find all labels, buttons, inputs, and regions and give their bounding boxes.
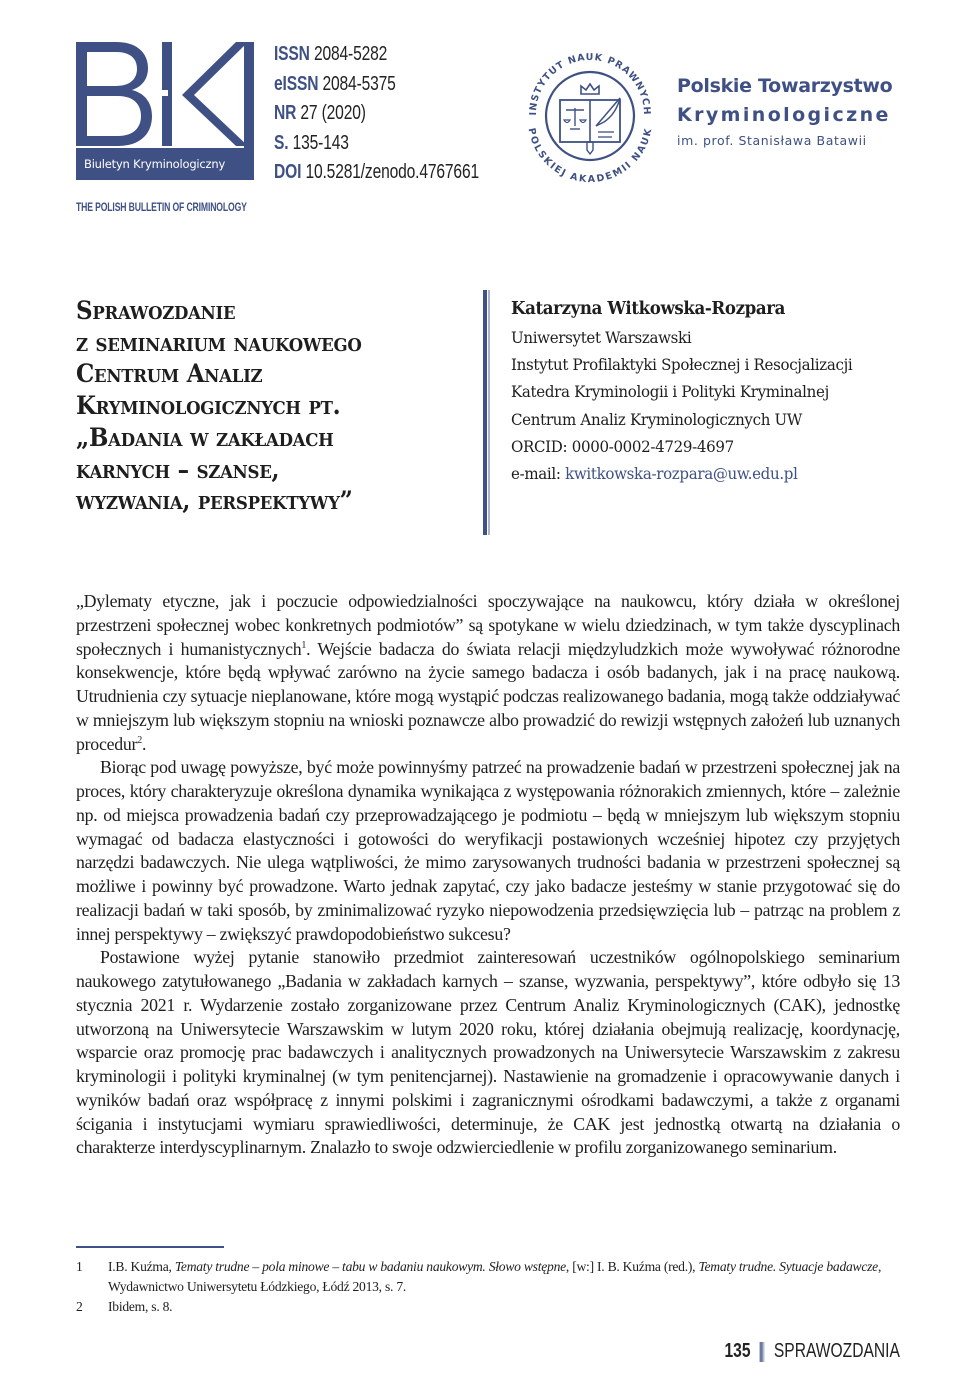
section-name: SPRAWOZDANIA [774, 1340, 900, 1362]
author-name: Katarzyna Witkowska-Rozpara [511, 299, 786, 319]
seal-bottom-text: POLSKIEJ AKADEMII NAUK [525, 127, 655, 186]
footnote-ref-1[interactable]: 1 [301, 639, 307, 651]
title-line: z seminarium naukowego [76, 327, 362, 357]
affiliation-institute: Instytut Profilaktyki Społecznej i Resocjalizacji [511, 355, 853, 375]
author-block [511, 294, 874, 487]
footnote-separator [76, 1246, 224, 1248]
title-line: „Badania w zakładach [76, 422, 334, 452]
footnote-number: 1 [76, 1259, 83, 1274]
seal-top-text: INSTYTUT NAUK PRAWNYCH [527, 51, 653, 116]
footnote-number: 2 [76, 1299, 83, 1314]
issn-row: ISSN 2084-5282 [274, 43, 388, 65]
title-author-divider [483, 290, 490, 535]
title-line: Kryminologicznych pt. [76, 391, 341, 421]
title-line: Centrum Analiz [76, 359, 263, 389]
affiliation-department: Katedra Kryminologii i Polityki Kryminalnej [511, 382, 829, 402]
issue-row: NR 27 (2020) [274, 102, 366, 125]
article-body [76, 590, 900, 1160]
title-line: karnych – szanse, [76, 454, 280, 484]
footnote-text: Ibidem, s. 8. [108, 1299, 173, 1314]
eissn-row: eISSN 2084-5375 [274, 72, 396, 95]
footnotes [76, 1257, 900, 1317]
page-number: 135 [724, 1340, 751, 1362]
doi-row: DOI 10.5281/zenodo.4767661 [274, 161, 480, 184]
society-name [677, 71, 892, 153]
affiliation-university: Uniwersytet Warszawski [511, 328, 692, 347]
journal-logo [76, 42, 254, 180]
footnote-text: I.B. Kuźma, Tematy trudne – pola minowe – tabu w badaniu naukowym. Słowo wstępne, [w:] I. B. Kuźma (red.), Tematy trudne. Sytuacje badawcze, Wydawnictwo Uniwersytetu Łódzkiego, Łódź 2013, s. 7. [108, 1259, 882, 1294]
paragraph-1: „Dylematy etyczne, jak i poczucie odpowiedzialności spoczywające na naukowcu, który działa w określonej przestrzeni społecznej wobec konkretnych podmiotów” są spotykane w wielu dziedzinach, w tym także dyscyplinach społecznych i humanistycznych$^1$. Wejście badacza do świata relacji międzyludzkich może wywoływać różnorodne konsekwencje, które będą wpływać zarówno na życie samego badacza i osób badanych, jak i na pracę naukową. Utrudnienia czy sytuacje nieplanowane, które mogą wystąpić podczas realizowanego badania, mogą także oddziaływać w mniejszym lub większym stopniu na wnioski poznawcze albo prowadzić do rewizji wstępnych założeń lub uznanych procedur$^2$. [76, 591, 901, 754]
author-email-link[interactable]: kwitkowska-rozpara@uw.edu.pl [565, 464, 798, 484]
society-patron: im. prof. Stanisława Batawii [677, 133, 867, 148]
title-line: wyzwania, perspektywy” [76, 486, 353, 516]
journal-identifiers [274, 40, 479, 188]
journal-english-name: THE POLISH BULLETIN OF CRIMINOLOGY [76, 200, 247, 214]
title-line: Sprawozdanie [76, 296, 236, 325]
footnote-ref-2[interactable]: 2 [137, 734, 142, 746]
affiliation-centre: Centrum Analiz Kryminologicznych UW [511, 409, 802, 429]
inp-pan-seal [520, 42, 660, 187]
footnote-2 [76, 1297, 900, 1317]
page-footer [725, 1340, 900, 1363]
footnote-1 [76, 1257, 900, 1297]
footer-divider [760, 1342, 765, 1362]
author-email-row: e-mail: kwitkowska-rozpara@uw.edu.pl [511, 464, 798, 484]
author-orcid: ORCID: 0000-0002-4729-4697 [511, 436, 734, 456]
society-line-2: Kryminologiczne [677, 104, 891, 126]
paragraph-2: Biorąc pod uwagę powyższe, być może powinnyśmy patrzeć na prowadzenie badań w przestrzeni społecznej jak na proces, który charakteryzuje określona dynamika wynikająca z występowania różnorakich zmiennych, które – zależnie np. od miejsca prowadzenia badań czy przeprowadzającego je podmiotu – będą w mniejszym lub większym stopniu wymagać od badacza elastyczności i gotowości do weryfikacji postawionych wcześniej hipotez czy przyjętych narzędzi badawczych. Nie ulega wątpliwości, że mimo zarysowanych trudności badania w przestrzeni społecznej są możliwe i powinny być prowadzone. Warto jednak zapytać, czy jako badacze jesteśmy w stanie przygotować się do realizacji badań w taki sposób, by zminimalizować ryzyko niepowodzenia przedsięwzięcia lub – patrząc na problem z innej perspektywy – zwiększyć prawdopodobieństwo sukcesu? [76, 757, 900, 944]
journal-tagline: Biuletyn Kryminologiczny [76, 148, 254, 180]
article-title [76, 295, 476, 517]
pages-row: S. 135-143 [274, 131, 349, 154]
paragraph-3: Postawione wyżej pytanie stanowiło przedmiot zainteresowań uczestników ogólnopolskiego seminarium naukowego zatytułowanego „Badania w zakładach karnych – szanse, wyzwania, perspektywy”, które odbyło się 13 stycznia 2021 r. Wydarzenie zostało zorganizowane przez Centrum Analiz Kryminologicznych (CAK), jednostkę utworzoną na Uniwersytecie Warszawskim w lutym 2020 roku, której działania obejmują realizację, koordynację, wsparcie oraz promocję prac badawczych i analitycznych prowadzonych na Uniwersytecie Warszawskim z zakresu kryminologii i polityki kryminalnej (w tym penitencjarnej). Nastawienie na gromadzenie i opracowywanie danych i wyników badań oraz współpracę z innymi polskimi i zagranicznymi ośrodkami badawczymi, a także z organami ścigania i instytucjami wymiaru sprawiedliwości, determinuje, że CAK jest jednostką otwartą na działania o charakterze interdyscyplinarnym. Znalazło to swoje odzwierciedlenie w profilu zorganizowanego seminarium. [76, 947, 900, 1158]
institute-seal-icon [520, 42, 660, 187]
society-line-1: Polskie Towarzystwo [677, 75, 893, 97]
